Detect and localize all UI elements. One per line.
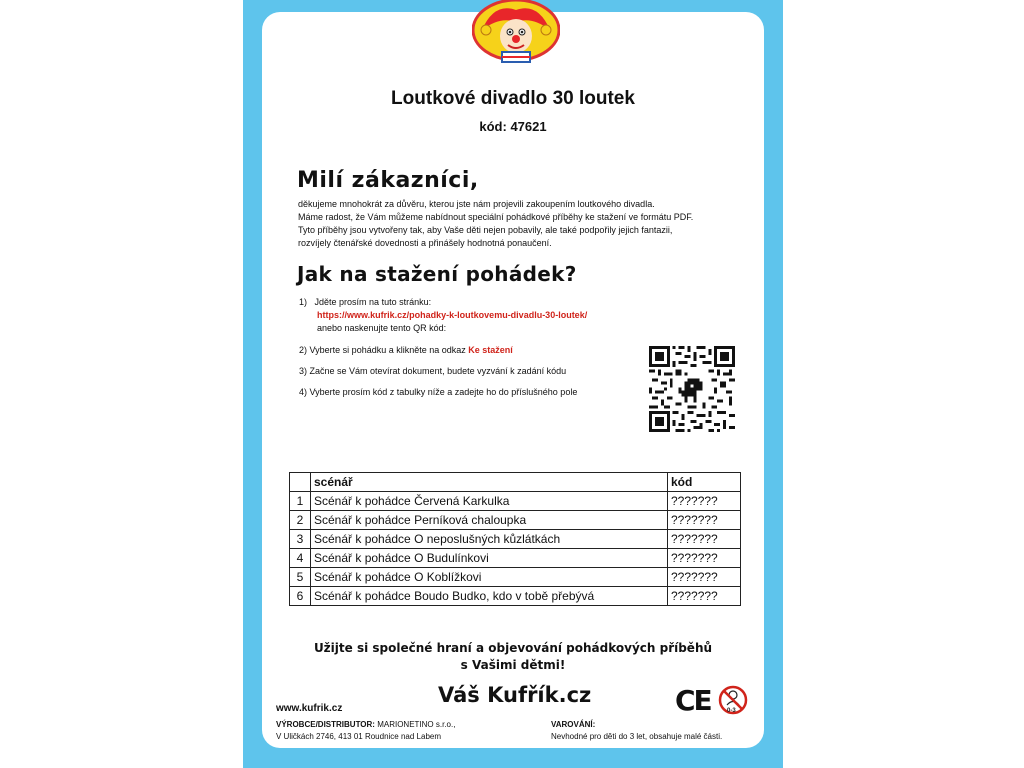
ke-stazeni-label: Ke stažení	[468, 345, 513, 355]
website-label[interactable]: www.kufrik.cz	[276, 703, 343, 714]
row-number: 3	[290, 530, 311, 549]
age-warning-icon	[718, 685, 748, 715]
codes-table	[289, 472, 741, 606]
maker-address: V Uličkách 2746, 413 01 Roudnice nad Labem	[276, 732, 441, 741]
row-code: ???????	[668, 511, 741, 530]
row-number: 1	[290, 492, 311, 511]
warning-text: Nevhodné pro děti do 3 let, obsahuje malé části.	[551, 732, 723, 741]
table-row	[290, 511, 741, 530]
qr-code-icon[interactable]	[649, 346, 735, 432]
header-scenario: scénář	[311, 473, 668, 492]
download-steps	[299, 296, 587, 399]
table-row	[290, 492, 741, 511]
row-number: 6	[290, 587, 311, 606]
table-row	[290, 568, 741, 587]
intro-paragraph	[298, 198, 758, 250]
header-code: kód	[668, 473, 741, 492]
intro-line: děkujeme mnohokrát za důvěru, kterou jste nám projevili zakoupením loutkového divadla.	[298, 199, 655, 209]
step-1-after: anebo naskenujte tento QR kód:	[317, 323, 447, 333]
intro-line: rozvíjely čtenářské dovednosti a přinášely hodnotná ponaučení.	[298, 238, 552, 248]
product-code: kód: 47621	[479, 119, 547, 134]
table-row	[290, 530, 741, 549]
table-row	[290, 549, 741, 568]
enjoy-message	[262, 640, 764, 674]
row-code: ???????	[668, 587, 741, 606]
row-scenario: Scénář k pohádce O Budulínkovi	[311, 549, 668, 568]
row-scenario: Scénář k pohádce Boudo Budko, kdo v tobě přebývá	[311, 587, 668, 606]
row-scenario: Scénář k pohádce Červená Karkulka	[311, 492, 668, 511]
row-scenario: Scénář k pohádce O neposlušných kůzlátkách	[311, 530, 668, 549]
step-2-text: 2) Vyberte si pohádku a klikněte na odkaz	[299, 345, 469, 355]
download-heading: Jak na stažení pohádek?	[297, 262, 577, 286]
manufacturer-info	[276, 719, 455, 743]
row-number: 4	[290, 549, 311, 568]
jester-logo-icon	[472, 0, 560, 64]
step-1-number: 1)	[299, 297, 308, 307]
maker-name: MARIONETINO s.r.o.,	[374, 720, 456, 729]
step-2	[299, 344, 587, 357]
age-label: 0-3	[727, 708, 736, 714]
enjoy-line-1: Užijte si společné hraní a objevování pohádkových příběhů	[313, 641, 713, 655]
row-code: ???????	[668, 549, 741, 568]
maker-label: VÝROBCE/DISTRIBUTOR:	[276, 720, 375, 729]
table-row	[290, 587, 741, 606]
step-3: 3) Začne se Vám otevírat dokument, budete vyzvání k zadání kódu	[299, 366, 567, 376]
header-number	[290, 473, 311, 492]
download-link[interactable]: https://www.kufrik.cz/pohadky-k-loutkovemu-divadlu-30-loutek/	[317, 310, 588, 320]
row-number: 2	[290, 511, 311, 530]
row-code: ???????	[668, 492, 741, 511]
step-1	[299, 296, 587, 309]
intro-line: Tyto příběhy jsou vytvořeny tak, aby Vaše děti nejen pobavily, ale také podpořily jejich fantazii,	[298, 225, 673, 235]
row-code: ???????	[668, 530, 741, 549]
row-number: 5	[290, 568, 311, 587]
ce-mark-icon: CE	[675, 684, 711, 717]
greeting-heading: Milí zákazníci,	[297, 168, 479, 193]
row-scenario: Scénář k pohádce O Koblížkovi	[311, 568, 668, 587]
table-header-row	[290, 473, 741, 492]
warning-label: VAROVÁNÍ:	[551, 720, 596, 729]
enjoy-line-2: s Vašimi dětmi!	[460, 658, 566, 672]
step-4: 4) Vyberte prosím kód z tabulky níže a zadejte ho do příslušného pole	[299, 387, 578, 397]
product-title: Loutkové divadlo 30 loutek	[391, 88, 635, 109]
intro-line: Máme radost, že Vám můžeme nabídnout speciální pohádkové příběhy ke stažení ve formátu PDF.	[298, 212, 694, 222]
row-scenario: Scénář k pohádce Perníková chaloupka	[311, 511, 668, 530]
brand-name: Váš Kufřík.cz	[438, 683, 592, 707]
row-code: ???????	[668, 568, 741, 587]
step-1-text: Jděte prosím na tuto stránku:	[314, 297, 432, 307]
warning-info	[551, 719, 722, 743]
